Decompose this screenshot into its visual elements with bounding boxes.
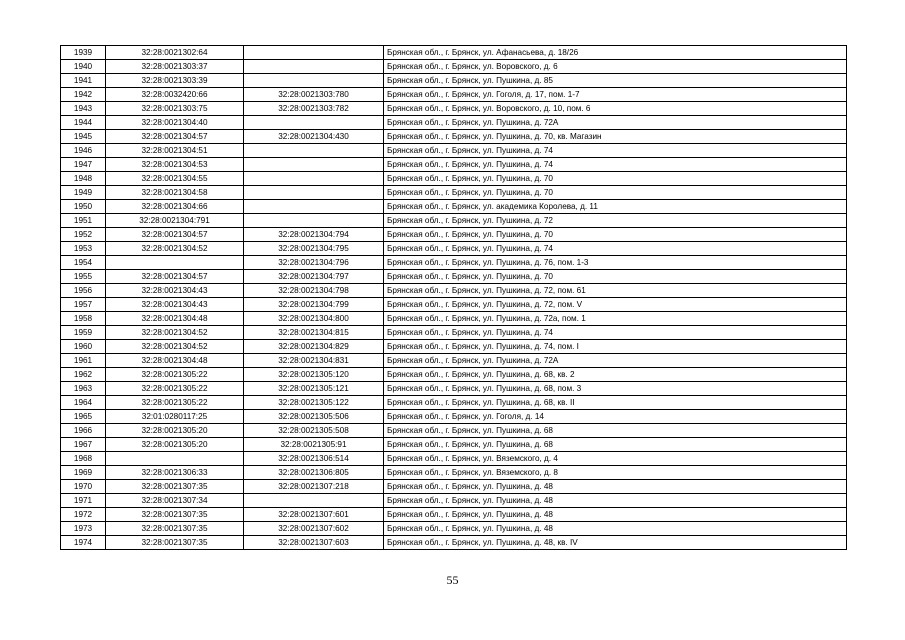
table-row [61,46,847,60]
cadastral-number-cell: 32:28:0021304:52 [106,242,244,256]
row-number-cell: 1953 [61,242,106,256]
table-row [61,116,847,130]
cadastral-number-cell: 32:28:0021305:20 [106,424,244,438]
cadastral-number-cell: 32:28:0021307:34 [106,494,244,508]
address-cell: Брянская обл., г. Брянск, ул. Пушкина, д. 76, пом. 1-3 [384,256,847,270]
address-cell: Брянская обл., г. Брянск, ул. Воровского, д. 10, пом. 6 [384,102,847,116]
object-number-cell: 32:28:0021307:218 [244,480,384,494]
cadastral-number-cell: 32:28:0021306:33 [106,466,244,480]
object-number-cell: 32:28:0021304:797 [244,270,384,284]
table-row [61,158,847,172]
cadastral-number-cell: 32:28:0021304:57 [106,130,244,144]
table-row [61,368,847,382]
address-cell: Брянская обл., г. Брянск, ул. Пушкина, д. 68, кв. II [384,396,847,410]
table-row [61,270,847,284]
object-number-cell: 32:28:0021306:514 [244,452,384,466]
cadastral-number-cell: 32:28:0021302:64 [106,46,244,60]
table-row [61,424,847,438]
cadastral-number-cell: 32:28:0021305:22 [106,368,244,382]
address-cell: Брянская обл., г. Брянск, ул. Пушкина, д. 68, пом. 3 [384,382,847,396]
row-number-cell: 1940 [61,60,106,74]
row-number-cell: 1968 [61,452,106,466]
object-number-cell: 32:28:0021306:805 [244,466,384,480]
row-number-cell: 1949 [61,186,106,200]
row-number-cell: 1943 [61,102,106,116]
address-cell: Брянская обл., г. Брянск, ул. Пушкина, д. 74 [384,158,847,172]
table-row [61,298,847,312]
table-row [61,102,847,116]
address-cell: Брянская обл., г. Брянск, ул. Пушкина, д. 48 [384,508,847,522]
row-number-cell: 1973 [61,522,106,536]
cadastral-number-cell: 32:28:0021304:52 [106,340,244,354]
row-number-cell: 1961 [61,354,106,368]
address-cell: Брянская обл., г. Брянск, ул. Пушкина, д. 74 [384,326,847,340]
registry-table [60,45,847,550]
table-row [61,312,847,326]
address-cell: Брянская обл., г. Брянск, ул. Пушкина, д. 70 [384,186,847,200]
cadastral-number-cell: 32:28:0021304:58 [106,186,244,200]
cadastral-number-cell: 32:28:0021303:37 [106,60,244,74]
cadastral-number-cell: 32:28:0021304:52 [106,326,244,340]
table-row [61,480,847,494]
row-number-cell: 1954 [61,256,106,270]
cadastral-number-cell: 32:28:0021307:35 [106,480,244,494]
row-number-cell: 1964 [61,396,106,410]
cadastral-number-cell: 32:28:0021304:55 [106,172,244,186]
table-row [61,522,847,536]
object-number-cell: 32:28:0021304:430 [244,130,384,144]
cadastral-number-cell: 32:28:0021304:48 [106,312,244,326]
address-cell: Брянская обл., г. Брянск, ул. Пушкина, д. 70, кв. Магазин [384,130,847,144]
address-cell: Брянская обл., г. Брянск, ул. Пушкина, д. 72А [384,116,847,130]
row-number-cell: 1950 [61,200,106,214]
table-row [61,144,847,158]
address-cell: Брянская обл., г. Брянск, ул. Пушкина, д. 74 [384,144,847,158]
object-number-cell: 32:28:0021304:796 [244,256,384,270]
table-row [61,172,847,186]
object-number-cell: 32:28:0021304:800 [244,312,384,326]
row-number-cell: 1959 [61,326,106,340]
row-number-cell: 1946 [61,144,106,158]
object-number-cell: 32:28:0021304:799 [244,298,384,312]
address-cell: Брянская обл., г. Брянск, ул. Вяземского, д. 8 [384,466,847,480]
page-number: 55 [446,573,459,587]
cadastral-number-cell: 32:28:0021307:35 [106,522,244,536]
cadastral-number-cell: 32:28:0021304:43 [106,298,244,312]
table-row [61,494,847,508]
table-row [61,88,847,102]
object-number-cell: 32:28:0021305:508 [244,424,384,438]
address-cell: Брянская обл., г. Брянск, ул. академика Королева, д. 11 [384,200,847,214]
row-number-cell: 1944 [61,116,106,130]
address-cell: Брянская обл., г. Брянск, ул. Пушкина, д. 74, пом. I [384,340,847,354]
row-number-cell: 1952 [61,228,106,242]
table-row [61,256,847,270]
cadastral-number-cell: 32:28:0021304:791 [106,214,244,228]
row-number-cell: 1951 [61,214,106,228]
row-number-cell: 1965 [61,410,106,424]
row-number-cell: 1945 [61,130,106,144]
table-row [61,228,847,242]
object-number-cell [244,60,384,74]
object-number-cell [244,74,384,88]
table-row [61,340,847,354]
cadastral-number-cell: 32:28:0021304:51 [106,144,244,158]
table-row [61,74,847,88]
cadastral-number-cell: 32:28:0021305:22 [106,396,244,410]
row-number-cell: 1969 [61,466,106,480]
object-number-cell: 32:28:0021307:602 [244,522,384,536]
address-cell: Брянская обл., г. Брянск, ул. Пушкина, д. 72А [384,354,847,368]
table-row [61,242,847,256]
row-number-cell: 1966 [61,424,106,438]
address-cell: Брянская обл., г. Брянск, ул. Пушкина, д. 48 [384,494,847,508]
object-number-cell [244,186,384,200]
object-number-cell: 32:28:0021304:795 [244,242,384,256]
address-cell: Брянская обл., г. Брянск, ул. Пушкина, д. 85 [384,74,847,88]
registry-table-body [61,46,847,550]
address-cell: Брянская обл., г. Брянск, ул. Пушкина, д. 72 [384,214,847,228]
table-row [61,186,847,200]
object-number-cell: 32:28:0021307:601 [244,508,384,522]
table-row [61,410,847,424]
address-cell: Брянская обл., г. Брянск, ул. Гоголя, д. 17, пом. 1-7 [384,88,847,102]
address-cell: Брянская обл., г. Брянск, ул. Афанасьева, д. 18/26 [384,46,847,60]
object-number-cell [244,46,384,60]
row-number-cell: 1939 [61,46,106,60]
object-number-cell: 32:28:0021304:831 [244,354,384,368]
object-number-cell [244,158,384,172]
row-number-cell: 1942 [61,88,106,102]
address-cell: Брянская обл., г. Брянск, ул. Пушкина, д. 72а, пом. 1 [384,312,847,326]
object-number-cell [244,494,384,508]
table-row [61,200,847,214]
table-row [61,382,847,396]
table-row [61,214,847,228]
cadastral-number-cell: 32:01:0280117:25 [106,410,244,424]
address-cell: Брянская обл., г. Брянск, ул. Пушкина, д. 68 [384,424,847,438]
address-cell: Брянская обл., г. Брянск, ул. Воровского, д. 6 [384,60,847,74]
table-row [61,326,847,340]
address-cell: Брянская обл., г. Брянск, ул. Пушкина, д. 68 [384,438,847,452]
row-number-cell: 1963 [61,382,106,396]
row-number-cell: 1962 [61,368,106,382]
row-number-cell: 1956 [61,284,106,298]
address-cell: Брянская обл., г. Брянск, ул. Пушкина, д. 48, кв. IV [384,536,847,550]
row-number-cell: 1947 [61,158,106,172]
object-number-cell [244,172,384,186]
cadastral-number-cell: 32:28:0021307:35 [106,508,244,522]
row-number-cell: 1948 [61,172,106,186]
row-number-cell: 1957 [61,298,106,312]
object-number-cell: 32:28:0021305:121 [244,382,384,396]
cadastral-number-cell: 32:28:0021304:57 [106,270,244,284]
object-number-cell: 32:28:0021305:122 [244,396,384,410]
cadastral-number-cell [106,256,244,270]
cadastral-number-cell: 32:28:0021304:66 [106,200,244,214]
address-cell: Брянская обл., г. Брянск, ул. Пушкина, д. 70 [384,172,847,186]
cadastral-number-cell: 32:28:0021304:53 [106,158,244,172]
cadastral-number-cell [106,452,244,466]
address-cell: Брянская обл., г. Брянск, ул. Вяземского, д. 4 [384,452,847,466]
cadastral-number-cell: 32:28:0021303:39 [106,74,244,88]
row-number-cell: 1972 [61,508,106,522]
object-number-cell: 32:28:0021305:120 [244,368,384,382]
row-number-cell: 1941 [61,74,106,88]
cadastral-number-cell: 32:28:0021305:22 [106,382,244,396]
row-number-cell: 1970 [61,480,106,494]
row-number-cell: 1960 [61,340,106,354]
table-row [61,466,847,480]
table-row [61,130,847,144]
cadastral-number-cell: 32:28:0021305:20 [106,438,244,452]
object-number-cell [244,116,384,130]
address-cell: Брянская обл., г. Брянск, ул. Пушкина, д. 70 [384,270,847,284]
cadastral-number-cell: 32:28:0021304:57 [106,228,244,242]
address-cell: Брянская обл., г. Брянск, ул. Гоголя, д. 14 [384,410,847,424]
object-number-cell [244,144,384,158]
object-number-cell: 32:28:0021304:829 [244,340,384,354]
row-number-cell: 1955 [61,270,106,284]
address-cell: Брянская обл., г. Брянск, ул. Пушкина, д. 72, пом. 61 [384,284,847,298]
cadastral-number-cell: 32:28:0021307:35 [106,536,244,550]
cadastral-number-cell: 32:28:0021304:40 [106,116,244,130]
table-row [61,438,847,452]
address-cell: Брянская обл., г. Брянск, ул. Пушкина, д. 48 [384,480,847,494]
object-number-cell: 32:28:0021307:603 [244,536,384,550]
address-cell: Брянская обл., г. Брянск, ул. Пушкина, д. 74 [384,242,847,256]
cadastral-number-cell: 32:28:0021304:43 [106,284,244,298]
object-number-cell [244,214,384,228]
object-number-cell: 32:28:0021305:506 [244,410,384,424]
address-cell: Брянская обл., г. Брянск, ул. Пушкина, д. 70 [384,228,847,242]
row-number-cell: 1971 [61,494,106,508]
table-row [61,536,847,550]
object-number-cell: 32:28:0021304:815 [244,326,384,340]
table-row [61,284,847,298]
object-number-cell: 32:28:0021304:798 [244,284,384,298]
object-number-cell: 32:28:0021303:780 [244,88,384,102]
object-number-cell: 32:28:0021303:782 [244,102,384,116]
address-cell: Брянская обл., г. Брянск, ул. Пушкина, д. 72, пом. V [384,298,847,312]
table-row [61,354,847,368]
table-row [61,396,847,410]
address-cell: Брянская обл., г. Брянск, ул. Пушкина, д. 48 [384,522,847,536]
cadastral-number-cell: 32:28:0021304:48 [106,354,244,368]
row-number-cell: 1958 [61,312,106,326]
row-number-cell: 1974 [61,536,106,550]
table-row [61,452,847,466]
object-number-cell: 32:28:0021305:91 [244,438,384,452]
table-row [61,508,847,522]
table-row [61,60,847,74]
object-number-cell [244,200,384,214]
cadastral-number-cell: 32:28:0032420:66 [106,88,244,102]
object-number-cell: 32:28:0021304:794 [244,228,384,242]
row-number-cell: 1967 [61,438,106,452]
cadastral-number-cell: 32:28:0021303:75 [106,102,244,116]
address-cell: Брянская обл., г. Брянск, ул. Пушкина, д. 68, кв. 2 [384,368,847,382]
